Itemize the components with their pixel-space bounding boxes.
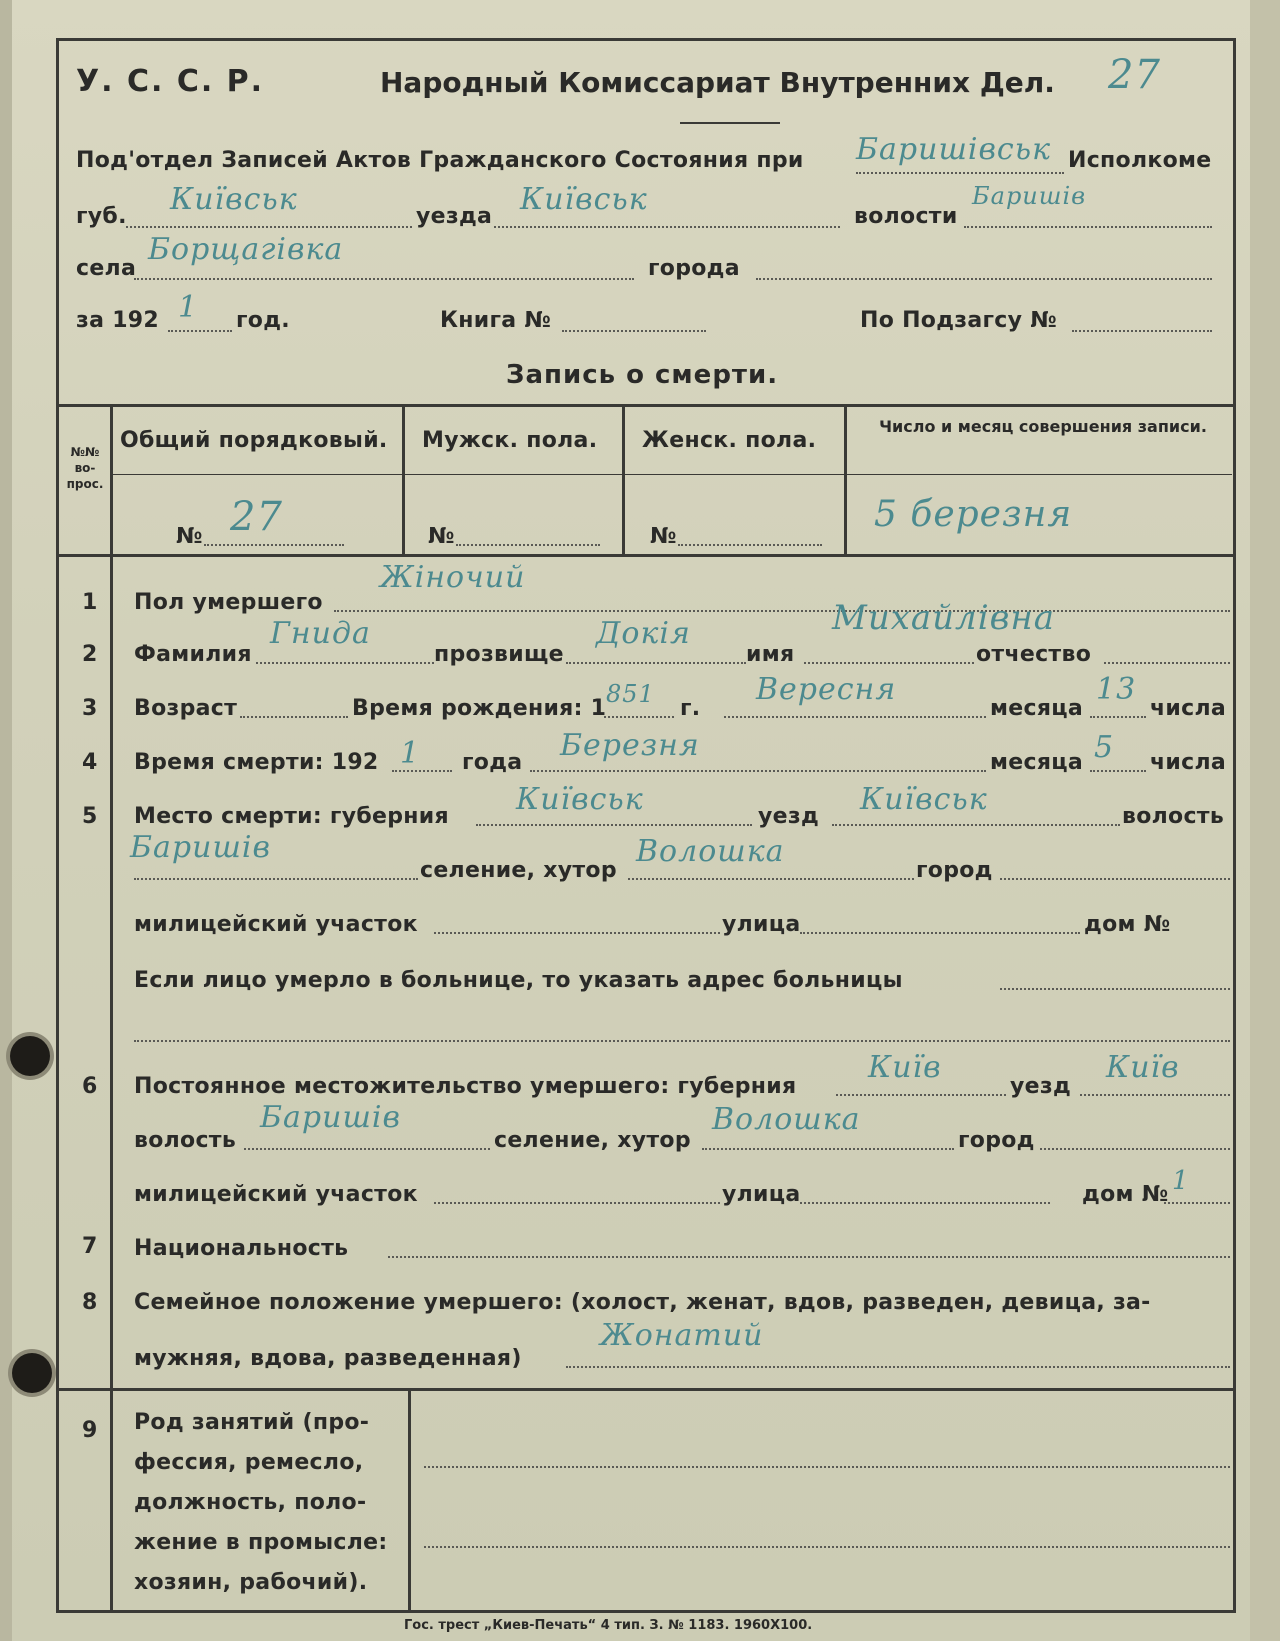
occupation-line-1 [424,1466,1230,1468]
paper-right-edge [1250,0,1280,1641]
place-street-line [800,932,1080,934]
general-number-header: Общий порядковый. [120,428,388,453]
male-no-line [456,544,600,546]
year-prefix: за 192 [76,308,160,333]
hospital-line [1000,988,1230,990]
birth-day-value: 13 [1096,672,1137,707]
punch-hole-icon [10,1036,50,1076]
record-title: Запись о смерти. [506,360,779,390]
residence-militia-label: милицейский участок [134,1182,418,1207]
table-divider [622,404,625,554]
occupation-top-rule [59,1388,1233,1391]
printer-imprint: Гос. трест „Киев-Печать“ 4 тип. З. № 1183. 1960Х100. [404,1618,813,1633]
place-village-value: Волошка [636,834,785,869]
q4-number: 4 [82,750,98,775]
nationality-label: Национальность [134,1236,349,1261]
surname-line [256,662,434,664]
date-header: Число и месяц совершения записи. [879,417,1207,436]
table-top-rule [59,404,1233,407]
table-head-rule [112,474,1232,475]
residence-village-line [702,1148,954,1150]
place-volost-label: волость [1122,804,1225,829]
birth-year-value: 851 [606,680,655,708]
table-divider [110,404,113,554]
gub-line [126,226,412,228]
residence-militia-line [434,1202,720,1204]
commissariat-title: Народный Комиссариат Внутренних Дел. [380,66,1055,99]
residence-house-value: 1 [1172,1166,1190,1196]
death-month-value: Березня [560,728,700,763]
death-year-value: 1 [400,736,421,771]
patronymic-label: отчество [976,642,1092,667]
place-uezd-label: уезд [758,804,820,829]
residence-house-line [1164,1202,1230,1204]
general-no-value: 27 [230,494,283,540]
female-no-label: № [650,524,677,549]
sex-label: Пол умершего [134,590,323,615]
birth-label: Время рождения: 1 [352,696,607,721]
death-label: Время смерти: 192 [134,750,379,775]
surname-value: Гнида [270,616,371,651]
paper-left-edge [0,0,12,1641]
place-label: Место смерти: губерния [134,804,449,829]
male-header: Мужск. пола. [422,428,598,453]
gub-label: губ. [76,204,127,229]
occupation-label-2: фессия, ремесло, [134,1450,364,1475]
pri-value: Баришівськ [856,132,1051,167]
occupation-label-divider [408,1390,411,1612]
selo-value: Борщагівка [148,232,344,267]
question-number-header: №№ во-прос. [66,445,104,491]
uezd-label: уезда [416,204,493,229]
place-street-label: улица [722,912,801,937]
occupation-label-5: хозяин, рабочий). [134,1570,368,1595]
book-line [562,330,706,332]
volost-line [964,226,1212,228]
q5-number: 5 [82,804,98,829]
residence-village-label: селение, хутор [494,1128,691,1153]
record-date-value: 5 березня [874,494,1073,535]
sex-line [334,610,1230,612]
marital-line [566,1366,1230,1368]
year-line [168,330,232,332]
place-city-label: город [916,858,993,883]
name-value: Михайлівна [832,598,1056,638]
residence-village-value: Волошка [712,1102,861,1137]
place-militia-line [434,932,720,934]
place-gub-line [476,824,752,826]
title-underline [680,122,780,124]
q6-number: 6 [82,1074,98,1099]
residence-uezd-line [1080,1094,1230,1096]
selo-line [134,278,634,280]
male-no-label: № [428,524,455,549]
table-divider [844,404,847,554]
q2-number: 2 [82,642,98,667]
female-no-line [678,544,822,546]
volost-value: Баришів [972,182,1087,210]
year-value: 1 [178,290,199,325]
nickname-line [566,662,746,664]
death-year-label: года [462,750,523,775]
death-month-label: месяца [990,750,1084,775]
state-title: У. С. С. Р. [76,64,265,99]
residence-volost-line [244,1148,490,1150]
gub-value: Київськ [170,182,298,217]
place-uezd-value: Київськ [860,782,988,817]
volost-label: волости [854,204,958,229]
patronymic-line [1104,662,1230,664]
occupation-label-3: должность, поло- [134,1490,367,1515]
hospital-line-2 [134,1040,1230,1042]
female-header: Женск. пола. [642,428,817,453]
residence-volost-value: Баришів [260,1100,401,1135]
place-village-label: селение, хутор [420,858,617,883]
marital-value: Жонатий [600,1318,764,1353]
place-volost-line [134,878,418,880]
place-village-line [628,878,914,880]
place-city-line [1000,878,1230,880]
uezd-value: Київськ [520,182,648,217]
punch-hole-icon [12,1353,52,1393]
name-label: имя [746,642,795,667]
residence-label: Постоянное местожительство умершего: губерния [134,1074,797,1099]
surname-label: Фамилия [134,642,252,667]
place-house-label: дом № [1084,912,1171,937]
death-day-value: 5 [1094,730,1115,765]
birth-month-line [724,716,986,718]
table-divider [402,404,405,554]
occupation-line-2 [424,1546,1230,1548]
marital-label-line1: Семейное положение умершего: (холост, женат, вдов, разведен, девица, за- [134,1290,1151,1315]
residence-street-line [800,1202,1050,1204]
q7-number: 7 [82,1234,98,1259]
place-volost-value: Баришів [130,830,271,865]
birth-year-line [604,716,674,718]
general-no-line [204,544,344,546]
pri-line [856,172,1064,174]
q1-number: 1 [82,590,98,615]
residence-house-label: дом № [1082,1182,1169,1207]
q9-number: 9 [82,1418,98,1443]
book-label: Книга № [440,308,552,333]
residence-uezd-label: уезд [1010,1074,1072,1099]
sex-value: Жіночий [380,560,526,595]
table-bottom-rule [59,554,1233,557]
age-line [240,716,348,718]
year-suffix: год. [236,308,290,333]
place-militia-label: милицейский участок [134,912,418,937]
residence-gub-value: Київ [868,1050,942,1085]
q8-number: 8 [82,1290,98,1315]
death-day-line [1090,770,1146,772]
podzags-label: По Подзагсу № [860,308,1058,333]
place-uezd-line [832,824,1120,826]
age-label: Возраст [134,696,238,721]
q3-number: 3 [82,696,98,721]
residence-city-line [1040,1148,1230,1150]
nickname-value: Докія [596,616,691,651]
residence-uezd-value: Київ [1106,1050,1180,1085]
sheet-number: 27 [1108,52,1161,98]
gorod-line [756,278,1212,280]
gorod-label: города [648,256,740,281]
nickname-label: прозвище [434,642,564,667]
marital-label-line2: мужняя, вдова, разведенная) [134,1346,522,1371]
birth-month-value: Вересня [756,672,897,707]
birth-g-label: г. [680,696,701,721]
death-day-label: числа [1150,750,1227,775]
residence-city-label: город [958,1128,1035,1153]
birth-day-line [1090,716,1146,718]
hospital-label: Если лицо умерло в больнице, то указать адрес больницы [134,968,903,993]
place-gub-value: Київськ [516,782,644,817]
birth-day-label: числа [1150,696,1227,721]
residence-street-label: улица [722,1182,801,1207]
name-line [804,662,974,664]
occupation-number-divider [110,1390,113,1612]
uezd-line [494,226,840,228]
executive-label: Исполкоме [1068,148,1212,173]
death-month-line [530,770,986,772]
selo-label: села [76,256,137,281]
residence-gub-line [836,1094,1006,1096]
subdept-label: Под'отдел Записей Актов Гражданского Состояния при [76,148,804,173]
nationality-line [388,1256,1230,1258]
residence-volost-label: волость [134,1128,237,1153]
general-no-label: № [176,524,203,549]
question-column-divider [110,556,113,1389]
birth-month-label: месяца [990,696,1084,721]
death-year-line [392,770,452,772]
occupation-label-4: жение в промысле: [134,1530,388,1555]
occupation-label-1: Род занятий (про- [134,1410,370,1435]
podzags-line [1072,330,1212,332]
